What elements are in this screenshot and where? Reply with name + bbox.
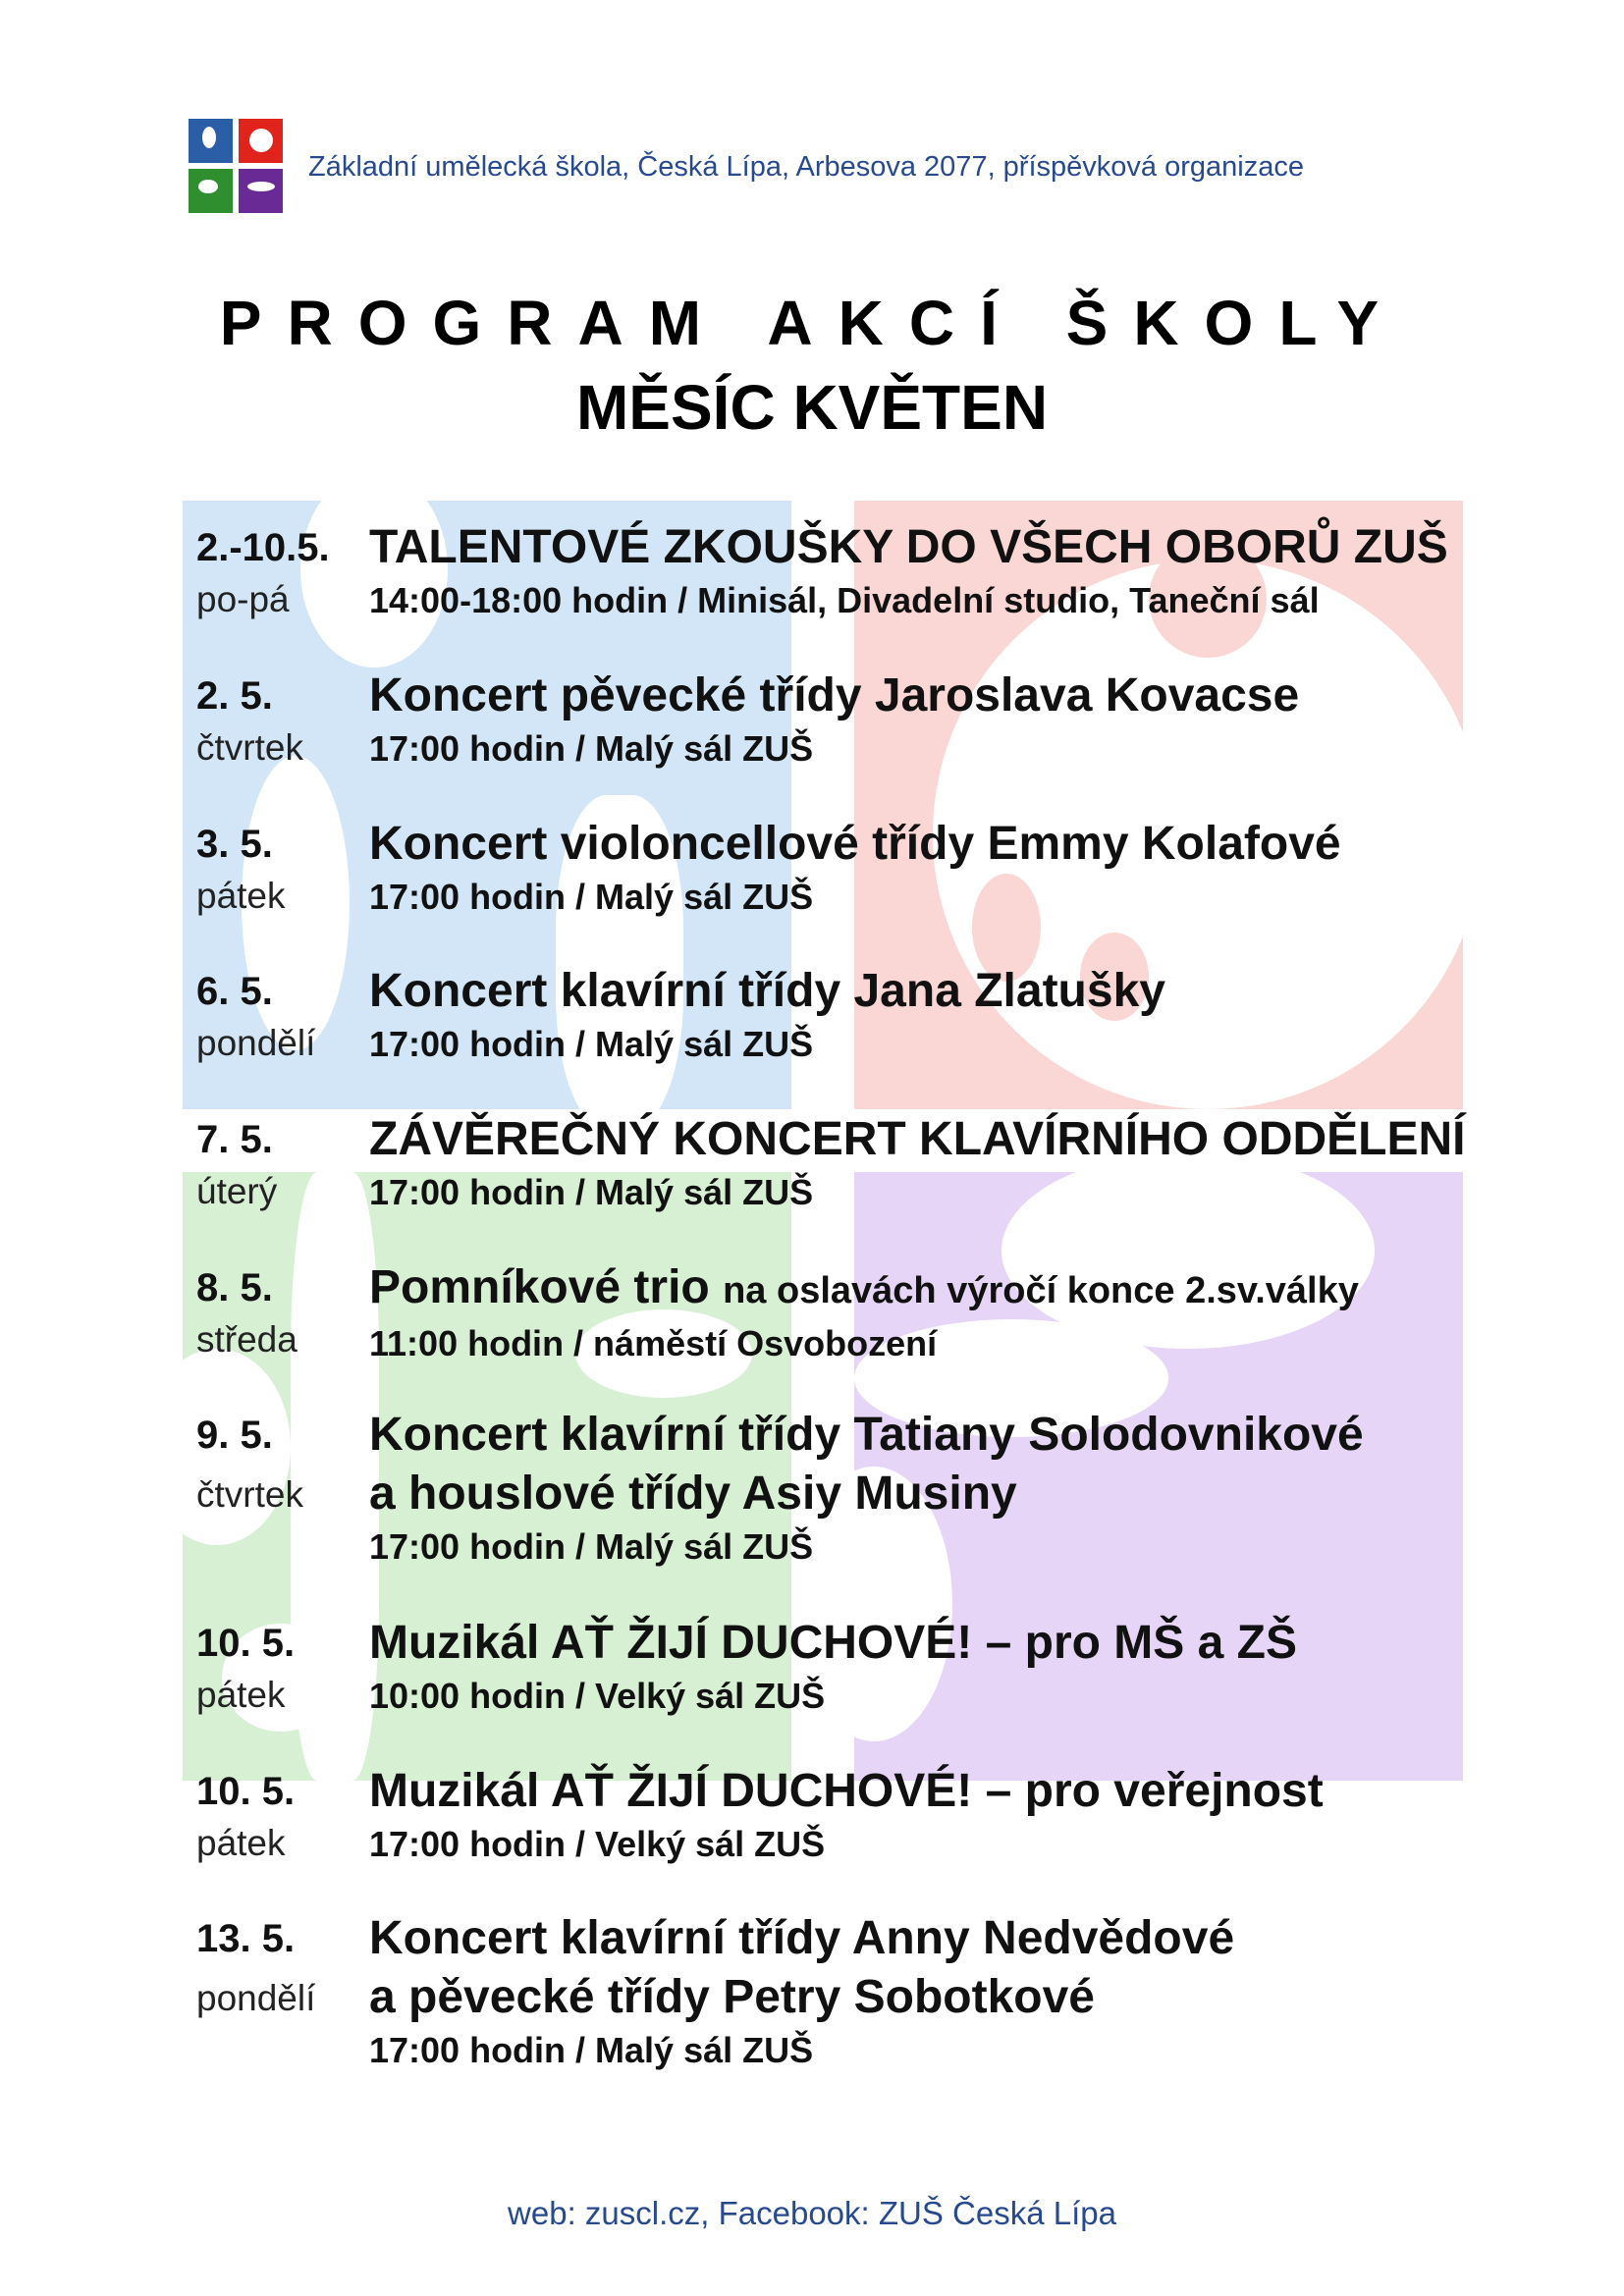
event-day: pátek	[196, 1675, 286, 1715]
event-day: pátek	[196, 876, 286, 916]
event-title: ZÁVĚREČNÝ KONCERT KLAVÍRNÍHO ODDĚLENÍ	[369, 1113, 1466, 1165]
event-date: 3. 5.	[196, 823, 273, 866]
event-details: 17:00 hodin / Malý sál ZUŠ	[369, 1526, 814, 1567]
logo-cut-4	[247, 182, 275, 191]
header	[189, 118, 1304, 216]
event-details: 17:00 hodin / Velký sál ZUŠ	[369, 1824, 826, 1864]
event-info	[369, 1258, 1359, 1367]
footer-links: web: zuscl.cz, Facebook: ZUŠ Česká Lípa	[508, 2195, 1116, 2231]
event-day: po-pá	[196, 579, 290, 619]
logo-cut-1	[202, 127, 216, 148]
event-date: 6. 5.	[196, 970, 273, 1013]
event-date: 10. 5.	[196, 1622, 296, 1665]
logo-cut-3	[198, 180, 218, 193]
page-title: PROGRAM AKCÍ ŠKOLY	[219, 288, 1405, 358]
event-date: 9. 5.	[196, 1414, 273, 1457]
event-day: pondělí	[196, 1023, 316, 1063]
event-title: Koncert klavírní třídy Jana Zlatušky	[369, 965, 1165, 1017]
event-date: 2. 5.	[196, 674, 273, 718]
organization-name: Základní umělecká škola, Česká Lípa, Arbesova 2077, příspěvková organizace	[308, 150, 1304, 183]
event-date: 2.-10.5.	[196, 526, 330, 569]
event-day: pátek	[196, 1823, 286, 1863]
event-title: Koncert violoncellové třídy Emmy Kolafové	[369, 818, 1341, 870]
event-details: 10:00 hodin / Velký sál ZUŠ	[369, 1676, 826, 1716]
event-info	[369, 962, 1165, 1068]
event-day: středa	[196, 1319, 298, 1360]
event-info	[369, 667, 1299, 773]
event-date: 10. 5.	[196, 1770, 296, 1813]
event-title: TALENTOVÉ ZKOUŠKY DO VŠECH OBORŮ ZUŠ	[369, 521, 1448, 573]
event-title: Koncert klavírní třídy Anny Nedvědové	[369, 1912, 1235, 1964]
event-title-suffix: na oslavách výročí konce 2.sv.války	[723, 1270, 1359, 1311]
event-details: 17:00 hodin / Malý sál ZUŠ	[369, 728, 814, 769]
event-details: 17:00 hodin / Malý sál ZUŠ	[369, 877, 814, 917]
event-day: úterý	[196, 1171, 278, 1211]
event-day: čtvrtek	[196, 1474, 303, 1515]
event-day: pondělí	[196, 1978, 316, 2018]
event-details: 14:00-18:00 hodin / Minisál, Divadelní studio, Taneční sál	[369, 580, 1320, 620]
event-details: 17:00 hodin / Malý sál ZUŠ	[369, 1172, 814, 1212]
event-info	[369, 1406, 1364, 1571]
event-info	[369, 1110, 1466, 1216]
event-info	[369, 1614, 1297, 1720]
event-title-line	[369, 1258, 1359, 1320]
event-details: 17:00 hodin / Malý sál ZUŠ	[369, 2030, 814, 2070]
event-info	[369, 1762, 1324, 1868]
event-title: Koncert pěvecké třídy Jaroslava Kovacse	[369, 669, 1300, 721]
page-subtitle: MĚSÍC KVĚTEN	[575, 372, 1049, 443]
event-info	[369, 815, 1341, 921]
event-title: Muzikál AŤ ŽIJÍ DUCHOVÉ! – pro veřejnost	[369, 1765, 1324, 1817]
school-logo	[189, 119, 285, 215]
event-date: 7. 5.	[196, 1118, 273, 1161]
event-title: Pomníkové trio	[369, 1261, 710, 1313]
event-day: čtvrtek	[196, 727, 303, 768]
event-title: Muzikál AŤ ŽIJÍ DUCHOVÉ! – pro MŠ a ZŠ	[369, 1617, 1297, 1669]
event-details: 11:00 hodin / náměstí Osvobození	[369, 1323, 938, 1363]
event-title-line2: a houslové třídy Asiy Musiny	[369, 1468, 1017, 1520]
logo-cut-2	[249, 129, 273, 152]
event-title: Koncert klavírní třídy Tatiany Solodovnikové	[369, 1409, 1364, 1461]
event-info	[369, 518, 1448, 624]
event-info	[369, 1909, 1234, 2074]
event-title-line2: a pěvecké třídy Petry Sobotkové	[369, 1971, 1095, 2023]
event-date: 13. 5.	[196, 1917, 296, 1960]
event-date: 8. 5.	[196, 1266, 273, 1309]
event-details: 17:00 hodin / Malý sál ZUŠ	[369, 1024, 814, 1064]
